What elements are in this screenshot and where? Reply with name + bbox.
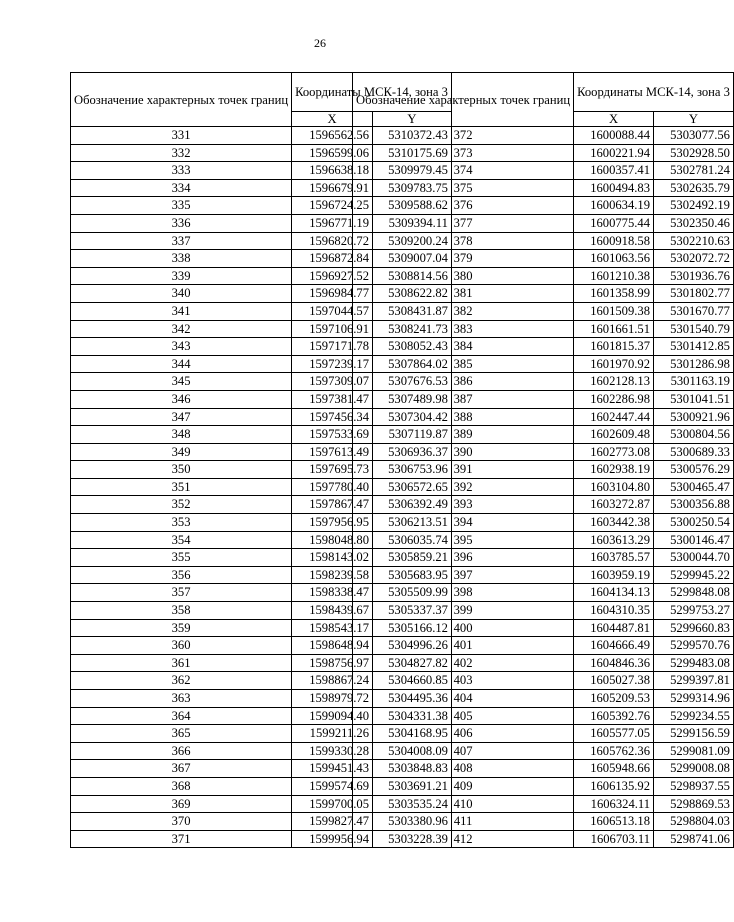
point-number-cell: 350 [71,461,292,479]
y-coordinate-cell: 5303077.56 [654,127,734,145]
x-coordinate-cell: 1601970.92 [574,355,654,373]
table-row [353,654,734,672]
x-coordinate-cell: 1597533.69 [292,426,373,444]
table-row [353,795,734,813]
table-row [353,197,734,215]
table-row [353,179,734,197]
x-coordinate-cell: 1600494.83 [574,179,654,197]
y-coordinate-cell: 5306753.96 [373,461,452,479]
x-coordinate-cell: 1599211.26 [292,725,373,743]
y-coordinate-cell: 5303228.39 [373,830,452,848]
y-coordinate-cell: 5308431.87 [373,302,452,320]
x-coordinate-cell: 1602773.08 [574,443,654,461]
y-coordinate-cell: 5298937.55 [654,777,734,795]
x-coordinate-cell: 1602938.19 [574,461,654,479]
y-coordinate-cell: 5304008.09 [373,742,452,760]
table-row [353,619,734,637]
point-number-cell: 398 [353,584,574,602]
point-number-cell: 391 [353,461,574,479]
y-coordinate-cell: 5299945.22 [654,566,734,584]
x-coordinate-cell: 1596638.18 [292,162,373,180]
table-row [353,426,734,444]
point-number-cell: 372 [353,127,574,145]
x-coordinate-cell: 1596724.25 [292,197,373,215]
y-coordinate-cell: 5300465.47 [654,478,734,496]
y-coordinate-cell: 5309394.11 [373,214,452,232]
x-coordinate-cell: 1604487.81 [574,619,654,637]
point-number-cell: 401 [353,637,574,655]
point-number-cell: 345 [71,373,292,391]
y-coordinate-cell: 5305859.21 [373,549,452,567]
point-number-cell: 375 [353,179,574,197]
y-coordinate-cell: 5300576.29 [654,461,734,479]
x-coordinate-cell: 1600221.94 [574,144,654,162]
y-header: Y [654,112,734,127]
y-coordinate-cell: 5301163.19 [654,373,734,391]
point-number-cell: 399 [353,602,574,620]
y-coordinate-cell: 5309588.62 [373,197,452,215]
x-coordinate-cell: 1604666.49 [574,637,654,655]
x-coordinate-cell: 1599956.94 [292,830,373,848]
x-coordinate-cell: 1596820.72 [292,232,373,250]
x-coordinate-cell: 1602128.13 [574,373,654,391]
y-coordinate-cell: 5299570.76 [654,637,734,655]
table-row [353,602,734,620]
table-row [353,584,734,602]
y-coordinate-cell: 5301936.76 [654,267,734,285]
y-coordinate-cell: 5308622.82 [373,285,452,303]
table-row [353,514,734,532]
x-coordinate-cell: 1601063.56 [574,250,654,268]
table-row [353,127,734,145]
y-coordinate-cell: 5302781.24 [654,162,734,180]
point-number-cell: 358 [71,602,292,620]
point-number-cell: 373 [353,144,574,162]
point-number-cell: 341 [71,302,292,320]
x-coordinate-cell: 1597381.47 [292,390,373,408]
y-coordinate-cell: 5300146.47 [654,531,734,549]
table-row [353,690,734,708]
y-coordinate-cell: 5303380.96 [373,813,452,831]
point-number-cell: 405 [353,707,574,725]
y-coordinate-cell: 5309200.24 [373,232,452,250]
y-coordinate-cell: 5302210.63 [654,232,734,250]
table-row [353,777,734,795]
x-coordinate-cell: 1598756.97 [292,654,373,672]
point-number-cell: 331 [71,127,292,145]
table-row [353,549,734,567]
point-number-cell: 366 [71,742,292,760]
point-number-cell: 395 [353,531,574,549]
x-coordinate-cell: 1606135.92 [574,777,654,795]
point-number-cell: 353 [71,514,292,532]
y-header: Y [373,112,452,127]
x-coordinate-cell: 1597309.07 [292,373,373,391]
point-number-cell: 362 [71,672,292,690]
y-coordinate-cell: 5299081.09 [654,742,734,760]
y-coordinate-cell: 5306035.74 [373,531,452,549]
table-row [353,496,734,514]
point-number-cell: 342 [71,320,292,338]
x-coordinate-cell: 1596599.06 [292,144,373,162]
y-coordinate-cell: 5299753.27 [654,602,734,620]
y-coordinate-cell: 5305683.95 [373,566,452,584]
y-coordinate-cell: 5309783.75 [373,179,452,197]
y-coordinate-cell: 5307119.87 [373,426,452,444]
x-coordinate-cell: 1603785.57 [574,549,654,567]
point-number-cell: 382 [353,302,574,320]
point-number-cell: 385 [353,355,574,373]
table-row [353,320,734,338]
table-row [353,214,734,232]
x-coordinate-cell: 1599094.40 [292,707,373,725]
point-number-cell: 400 [353,619,574,637]
table-row [353,742,734,760]
y-coordinate-cell: 5305166.12 [373,619,452,637]
y-coordinate-cell: 5300921.96 [654,408,734,426]
x-coordinate-cell: 1599700.05 [292,795,373,813]
point-number-cell: 394 [353,514,574,532]
x-coordinate-cell: 1597044.57 [292,302,373,320]
point-number-cell: 386 [353,373,574,391]
x-coordinate-cell: 1603104.80 [574,478,654,496]
x-coordinate-cell: 1600357.41 [574,162,654,180]
table-row [353,285,734,303]
y-coordinate-cell: 5304827.82 [373,654,452,672]
point-number-cell: 354 [71,531,292,549]
point-number-cell: 359 [71,619,292,637]
y-coordinate-cell: 5299397.81 [654,672,734,690]
x-coordinate-cell: 1603959.19 [574,566,654,584]
point-number-cell: 389 [353,426,574,444]
coords-title-header: Координаты МСК-14, зона 3 [292,73,452,112]
y-coordinate-cell: 5303691.21 [373,777,452,795]
point-number-cell: 408 [353,760,574,778]
point-number-cell: 343 [71,338,292,356]
x-coordinate-cell: 1596872.84 [292,250,373,268]
y-coordinate-cell: 5307676.53 [373,373,452,391]
x-coordinate-cell: 1597613.49 [292,443,373,461]
point-number-cell: 352 [71,496,292,514]
table-row [353,267,734,285]
point-number-cell: 411 [353,813,574,831]
x-coordinate-cell: 1601661.51 [574,320,654,338]
point-number-cell: 367 [71,760,292,778]
point-number-cell: 340 [71,285,292,303]
y-coordinate-cell: 5301670.77 [654,302,734,320]
point-label-header: Обозначение характерных точек границ [71,73,292,127]
point-number-cell: 384 [353,338,574,356]
x-coordinate-cell: 1597106.91 [292,320,373,338]
y-coordinate-cell: 5309007.04 [373,250,452,268]
x-coordinate-cell: 1602447.44 [574,408,654,426]
x-coordinate-cell: 1598867.24 [292,672,373,690]
point-number-cell: 338 [71,250,292,268]
x-coordinate-cell: 1605392.76 [574,707,654,725]
y-coordinate-cell: 5306392.49 [373,496,452,514]
point-number-cell: 381 [353,285,574,303]
point-number-cell: 339 [71,267,292,285]
x-coordinate-cell: 1601358.99 [574,285,654,303]
x-coordinate-cell: 1606324.11 [574,795,654,813]
y-coordinate-cell: 5310175.69 [373,144,452,162]
point-number-cell: 348 [71,426,292,444]
x-coordinate-cell: 1606513.18 [574,813,654,831]
x-coordinate-cell: 1602286.98 [574,390,654,408]
x-coordinate-cell: 1599451.43 [292,760,373,778]
x-coordinate-cell: 1605762.36 [574,742,654,760]
point-number-cell: 403 [353,672,574,690]
y-coordinate-cell: 5307304.42 [373,408,452,426]
y-coordinate-cell: 5299234.55 [654,707,734,725]
x-coordinate-cell: 1600634.19 [574,197,654,215]
y-coordinate-cell: 5306572.65 [373,478,452,496]
y-coordinate-cell: 5304331.38 [373,707,452,725]
x-header: X [574,112,654,127]
y-coordinate-cell: 5304168.95 [373,725,452,743]
y-coordinate-cell: 5308052.43 [373,338,452,356]
y-coordinate-cell: 5302072.72 [654,250,734,268]
point-number-cell: 337 [71,232,292,250]
y-coordinate-cell: 5305337.37 [373,602,452,620]
x-coordinate-cell: 1599574.69 [292,777,373,795]
point-number-cell: 344 [71,355,292,373]
point-label-header: Обозначение характерных точек границ [353,73,574,127]
x-coordinate-cell: 1597867.47 [292,496,373,514]
table-row [353,408,734,426]
point-number-cell: 356 [71,566,292,584]
point-number-cell: 361 [71,654,292,672]
point-number-cell: 388 [353,408,574,426]
point-number-cell: 392 [353,478,574,496]
x-coordinate-cell: 1603442.38 [574,514,654,532]
x-coordinate-cell: 1603272.87 [574,496,654,514]
y-coordinate-cell: 5302350.46 [654,214,734,232]
point-number-cell: 369 [71,795,292,813]
x-coordinate-cell: 1603613.29 [574,531,654,549]
x-header: X [292,112,373,127]
coordinates-table-right [352,72,734,848]
table-row [353,250,734,268]
x-coordinate-cell: 1600088.44 [574,127,654,145]
point-number-cell: 335 [71,197,292,215]
y-coordinate-cell: 5300356.88 [654,496,734,514]
y-coordinate-cell: 5306213.51 [373,514,452,532]
x-coordinate-cell: 1598648.94 [292,637,373,655]
x-coordinate-cell: 1597456.34 [292,408,373,426]
x-coordinate-cell: 1605577.05 [574,725,654,743]
table-row [353,232,734,250]
x-coordinate-cell: 1597695.73 [292,461,373,479]
point-number-cell: 364 [71,707,292,725]
y-coordinate-cell: 5300689.33 [654,443,734,461]
y-coordinate-cell: 5298741.06 [654,830,734,848]
point-number-cell: 409 [353,777,574,795]
table-row [353,162,734,180]
point-number-cell: 334 [71,179,292,197]
point-number-cell: 346 [71,390,292,408]
point-number-cell: 402 [353,654,574,672]
point-number-cell: 380 [353,267,574,285]
x-coordinate-cell: 1600775.44 [574,214,654,232]
x-coordinate-cell: 1597171.78 [292,338,373,356]
x-coordinate-cell: 1604134.13 [574,584,654,602]
y-coordinate-cell: 5299660.83 [654,619,734,637]
y-coordinate-cell: 5302635.79 [654,179,734,197]
y-coordinate-cell: 5302492.19 [654,197,734,215]
y-coordinate-cell: 5308814.56 [373,267,452,285]
x-coordinate-cell: 1600918.58 [574,232,654,250]
point-number-cell: 347 [71,408,292,426]
x-coordinate-cell: 1596984.77 [292,285,373,303]
y-coordinate-cell: 5299483.08 [654,654,734,672]
y-coordinate-cell: 5305509.99 [373,584,452,602]
x-coordinate-cell: 1601815.37 [574,338,654,356]
x-coordinate-cell: 1597239.17 [292,355,373,373]
y-coordinate-cell: 5303535.24 [373,795,452,813]
x-coordinate-cell: 1598338.47 [292,584,373,602]
y-coordinate-cell: 5301041.51 [654,390,734,408]
y-coordinate-cell: 5309979.45 [373,162,452,180]
point-number-cell: 378 [353,232,574,250]
x-coordinate-cell: 1598143.02 [292,549,373,567]
x-coordinate-cell: 1598979.72 [292,690,373,708]
y-coordinate-cell: 5303848.83 [373,760,452,778]
table-row [353,725,734,743]
point-number-cell: 368 [71,777,292,795]
y-coordinate-cell: 5307864.02 [373,355,452,373]
y-coordinate-cell: 5298869.53 [654,795,734,813]
x-coordinate-cell: 1602609.48 [574,426,654,444]
point-number-cell: 412 [353,830,574,848]
page-number: 26 [314,36,326,50]
table-row [353,390,734,408]
point-number-cell: 383 [353,320,574,338]
table-row [353,707,734,725]
y-coordinate-cell: 5300250.54 [654,514,734,532]
table-row [353,373,734,391]
x-coordinate-cell: 1599827.47 [292,813,373,831]
x-coordinate-cell: 1596771.19 [292,214,373,232]
point-number-cell: 365 [71,725,292,743]
x-coordinate-cell: 1606703.11 [574,830,654,848]
point-number-cell: 393 [353,496,574,514]
x-coordinate-cell: 1604310.35 [574,602,654,620]
y-coordinate-cell: 5299848.08 [654,584,734,602]
y-coordinate-cell: 5310372.43 [373,127,452,145]
y-coordinate-cell: 5300044.70 [654,549,734,567]
x-coordinate-cell: 1604846.36 [574,654,654,672]
point-number-cell: 370 [71,813,292,831]
table-row [353,637,734,655]
x-coordinate-cell: 1598048.80 [292,531,373,549]
point-number-cell: 351 [71,478,292,496]
table-row [353,144,734,162]
x-coordinate-cell: 1605027.38 [574,672,654,690]
point-number-cell: 374 [353,162,574,180]
point-number-cell: 371 [71,830,292,848]
table-row [353,443,734,461]
x-coordinate-cell: 1599330.28 [292,742,373,760]
y-coordinate-cell: 5301412.85 [654,338,734,356]
point-number-cell: 333 [71,162,292,180]
y-coordinate-cell: 5306936.37 [373,443,452,461]
coords-title-header: Координаты МСК-14, зона 3 [574,73,734,112]
y-coordinate-cell: 5299314.96 [654,690,734,708]
point-number-cell: 397 [353,566,574,584]
point-number-cell: 376 [353,197,574,215]
point-number-cell: 377 [353,214,574,232]
x-coordinate-cell: 1596927.52 [292,267,373,285]
point-number-cell: 407 [353,742,574,760]
point-number-cell: 349 [71,443,292,461]
x-coordinate-cell: 1597780.40 [292,478,373,496]
y-coordinate-cell: 5301540.79 [654,320,734,338]
x-coordinate-cell: 1596562.56 [292,127,373,145]
point-number-cell: 360 [71,637,292,655]
point-number-cell: 332 [71,144,292,162]
point-number-cell: 404 [353,690,574,708]
table-row [353,813,734,831]
y-coordinate-cell: 5299156.59 [654,725,734,743]
point-number-cell: 396 [353,549,574,567]
x-coordinate-cell: 1597956.95 [292,514,373,532]
table-row [353,302,734,320]
point-number-cell: 390 [353,443,574,461]
y-coordinate-cell: 5301802.77 [654,285,734,303]
point-number-cell: 357 [71,584,292,602]
y-coordinate-cell: 5308241.73 [373,320,452,338]
y-coordinate-cell: 5302928.50 [654,144,734,162]
table-row [353,760,734,778]
y-coordinate-cell: 5299008.08 [654,760,734,778]
x-coordinate-cell: 1598239.58 [292,566,373,584]
y-coordinate-cell: 5304996.26 [373,637,452,655]
table-row [353,531,734,549]
table-row [353,830,734,848]
x-coordinate-cell: 1598543.17 [292,619,373,637]
table-row [353,338,734,356]
y-coordinate-cell: 5300804.56 [654,426,734,444]
x-coordinate-cell: 1596679.91 [292,179,373,197]
table-row [353,672,734,690]
y-coordinate-cell: 5298804.03 [654,813,734,831]
point-number-cell: 379 [353,250,574,268]
x-coordinate-cell: 1598439.67 [292,602,373,620]
y-coordinate-cell: 5301286.98 [654,355,734,373]
x-coordinate-cell: 1601509.38 [574,302,654,320]
x-coordinate-cell: 1605209.53 [574,690,654,708]
point-number-cell: 336 [71,214,292,232]
point-number-cell: 355 [71,549,292,567]
point-number-cell: 410 [353,795,574,813]
x-coordinate-cell: 1605948.66 [574,760,654,778]
x-coordinate-cell: 1601210.38 [574,267,654,285]
point-number-cell: 387 [353,390,574,408]
table-row [353,566,734,584]
y-coordinate-cell: 5304660.85 [373,672,452,690]
point-number-cell: 363 [71,690,292,708]
y-coordinate-cell: 5307489.98 [373,390,452,408]
point-number-cell: 406 [353,725,574,743]
table-row [353,461,734,479]
y-coordinate-cell: 5304495.36 [373,690,452,708]
table-row [353,478,734,496]
table-row [353,355,734,373]
